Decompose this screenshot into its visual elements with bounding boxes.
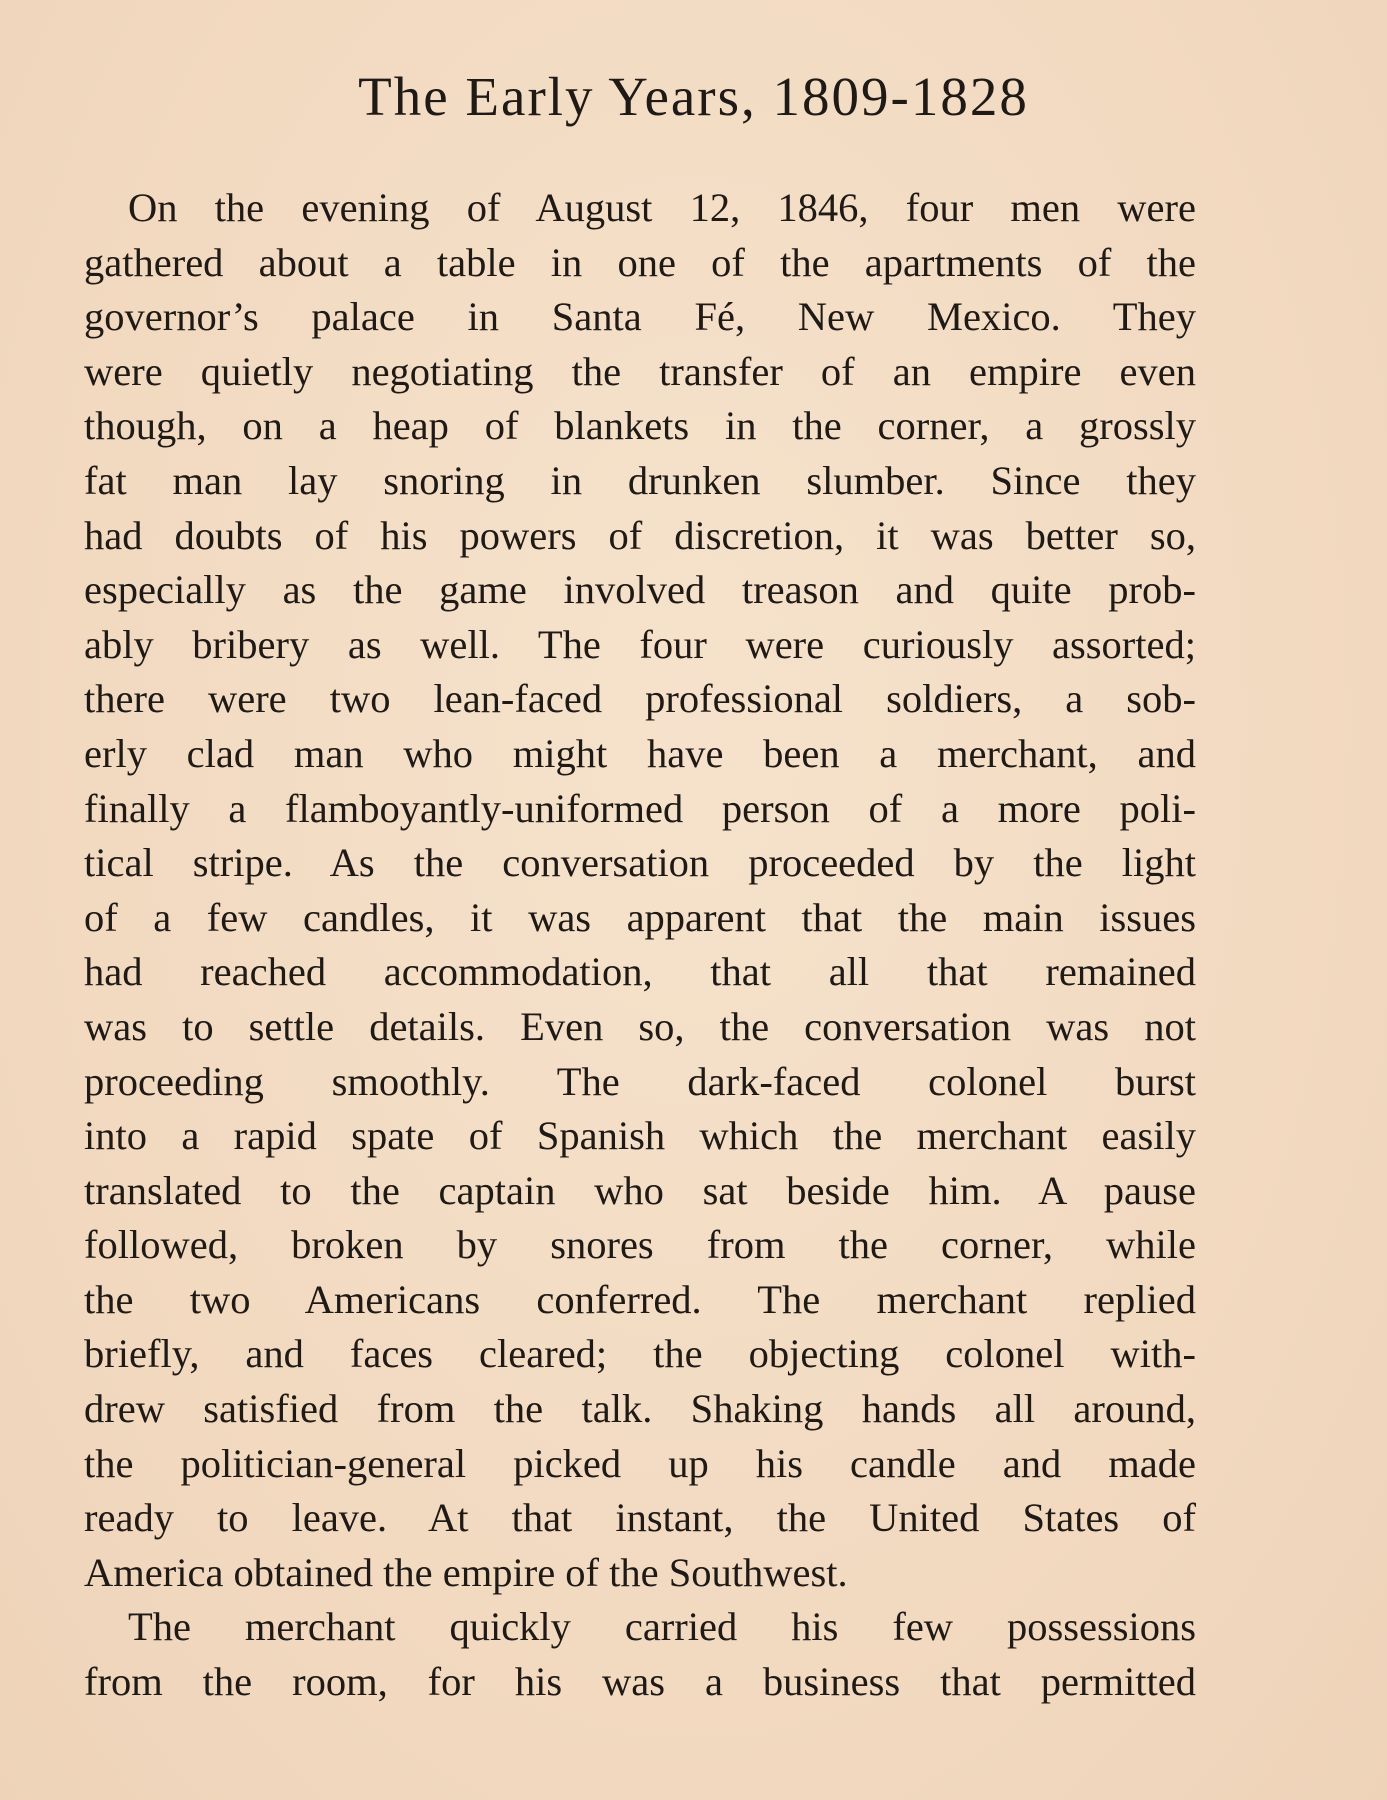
text-line: finally a flamboyantly-uniformed person of a more poli- — [84, 785, 1196, 831]
text-line: the two Americans conferred. The merchant replied — [84, 1276, 1196, 1322]
text-line: especially as the game involved treason and quite prob- — [84, 567, 1196, 613]
text-line: America obtained the empire of the Southwest. — [84, 1549, 848, 1595]
text-line: there were two lean-faced professional soldiers, a sob- — [84, 676, 1196, 722]
text-line: On the evening of August 12, 1846, four men were — [128, 185, 1196, 230]
text-line: from the room, for his was a business that permitted — [84, 1659, 1196, 1705]
text-line: gathered about a table in one of the apartments of the — [84, 239, 1196, 285]
text-line: ably bribery as well. The four were curiously assorted; — [84, 621, 1196, 667]
text-line: of a few candles, it was apparent that the main issues — [84, 894, 1196, 940]
text-line: fat man lay snoring in drunken slumber. Since they — [84, 457, 1196, 503]
text-line: The merchant quickly carried his few possessions — [128, 1604, 1196, 1650]
text-line: ready to leave. At that instant, the United States of — [84, 1495, 1196, 1541]
text-line: briefly, and faces cleared; the objecting colonel with- — [84, 1331, 1196, 1377]
text-line: erly clad man who might have been a merchant, and — [84, 730, 1196, 776]
text-line: was to settle details. Even so, the conversation was not — [84, 1003, 1196, 1049]
text-line: governor’s palace in Santa Fé, New Mexico. They — [84, 294, 1196, 340]
text-line: tical stripe. As the conversation proceeded by the light — [84, 840, 1196, 886]
text-line: though, on a heap of blankets in the corner, a grossly — [84, 403, 1196, 449]
text-line: had reached accommodation, that all that remained — [84, 949, 1196, 995]
chapter-title: The Early Years, 1809-1828 — [358, 66, 1029, 127]
text-line: were quietly negotiating the transfer of an empire even — [84, 348, 1196, 394]
text-line: into a rapid spate of Spanish which the merchant easily — [84, 1113, 1196, 1159]
text-line: followed, broken by snores from the corner, while — [84, 1222, 1196, 1268]
text-line: had doubts of his powers of discretion, it was better so, — [84, 512, 1196, 558]
text-line: the politician-general picked up his candle and made — [84, 1440, 1196, 1486]
body-text — [84, 181, 1196, 1710]
text-line: drew satisfied from the talk. Shaking hands all around, — [84, 1386, 1196, 1432]
text-line: proceeding smoothly. The dark-faced colonel burst — [84, 1058, 1196, 1104]
text-line: translated to the captain who sat beside him. A pause — [84, 1167, 1196, 1213]
